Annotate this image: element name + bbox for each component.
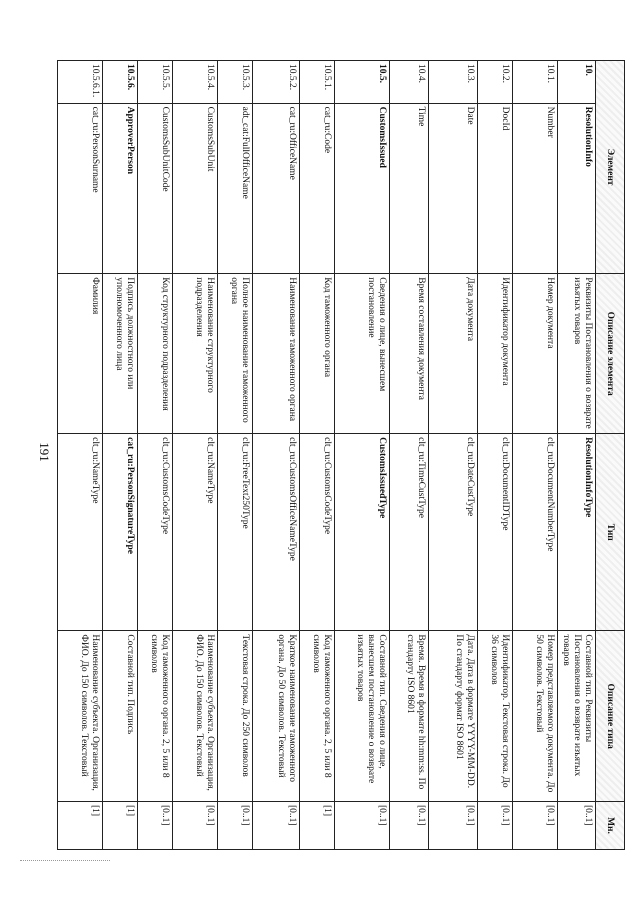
element-name-cell: cat_ru:Code <box>300 103 335 274</box>
cardinality-cell: [1] <box>58 801 103 849</box>
row-number-cell: 10.2. <box>478 61 513 104</box>
cardinality-cell: [0..1] <box>138 801 173 849</box>
type-cell: clt_ru:CustomsCodeType <box>300 434 335 631</box>
element-name-cell: cat_ru:PersonSurname <box>58 103 103 274</box>
type-cell: clt_ru:TimeCustType <box>390 434 429 631</box>
header-cardinality: Мн. <box>596 801 625 849</box>
type-cell: clt_ru:DocumentIDType <box>478 434 513 631</box>
type-description-cell: Идентификатор. Текстовая строка. До 36 символов <box>478 631 513 802</box>
row-number-cell: 10.1. <box>513 61 558 104</box>
element-description-cell: Код таможенного органа <box>300 274 335 434</box>
element-name-cell: Date <box>429 103 478 274</box>
table-row <box>103 61 138 850</box>
table-row <box>429 61 478 850</box>
element-name-cell: adt_cat:FullOfficeName <box>218 103 253 274</box>
type-cell: clt_ru:DateCustType <box>429 434 478 631</box>
table-row <box>558 61 596 850</box>
type-cell: CustomsIssuedType <box>335 434 390 631</box>
table-row <box>390 61 429 850</box>
row-number-cell: 10.5.3. <box>218 61 253 104</box>
element-name-cell: DocId <box>478 103 513 274</box>
row-number-cell: 10.5.6.1. <box>58 61 103 104</box>
table-row <box>58 61 103 850</box>
type-description-cell: Номер представляемого документа. До 50 символов. Текстовый <box>513 631 558 802</box>
row-number-cell: 10.5.6. <box>103 61 138 104</box>
header-type: Тип <box>596 434 625 631</box>
cardinality-cell: [0..1] <box>390 801 429 849</box>
element-description-cell: Время составления документа <box>390 274 429 434</box>
row-number-cell: 10. <box>558 61 596 104</box>
table-header-row <box>596 61 625 850</box>
element-name-cell: cat_ru:OfficeName <box>253 103 300 274</box>
cardinality-cell: [0..1] <box>253 801 300 849</box>
element-description-cell: Идентификатор документа <box>478 274 513 434</box>
row-number-cell: 10.3. <box>429 61 478 104</box>
type-cell: clt_ru:CustomsCodeType <box>138 434 173 631</box>
cardinality-cell: [1] <box>300 801 335 849</box>
type-description-cell: Краткое наименование таможенного органа. До 50 символов. Текстовый <box>253 631 300 802</box>
type-description-cell: Код таможенного органа. 2, 5 или 8 символов <box>300 631 335 802</box>
cardinality-cell: [0..1] <box>429 801 478 849</box>
element-name-cell: CustomsIssued <box>335 103 390 274</box>
table-row <box>218 61 253 850</box>
element-name-cell: CustomsSubUnitCode <box>138 103 173 274</box>
element-description-cell: Сведения о лице, вынесшем постановление <box>335 274 390 434</box>
page-number: 191 <box>37 442 52 462</box>
element-name-cell: ApproverPerson <box>103 103 138 274</box>
table-row <box>335 61 390 850</box>
element-description-cell: Дата документа <box>429 274 478 434</box>
element-description-cell: Код структурного подразделения <box>138 274 173 434</box>
header-element: Элемент <box>596 61 625 274</box>
row-number-cell: 10.5.4. <box>173 61 218 104</box>
type-cell: clt_ru:DocumentNumberType <box>513 434 558 631</box>
element-description-cell: Наименование таможенного органа <box>253 274 300 434</box>
type-cell: clt_ru:CustomsOfficeNameType <box>253 434 300 631</box>
element-name-cell: CustomsSubUnit <box>173 103 218 274</box>
header-type-description: Описание типа <box>596 631 625 802</box>
cardinality-cell: [0..1] <box>513 801 558 849</box>
type-description-cell: Наименование субъекта. Организация, ФИО. До 150 символов. Текстовый <box>173 631 218 802</box>
table-row <box>478 61 513 850</box>
cardinality-cell: [0..1] <box>218 801 253 849</box>
element-description-cell: Наименование структурного подразделения <box>173 274 218 434</box>
element-name-cell: Time <box>390 103 429 274</box>
row-number-cell: 10.5. <box>335 61 390 104</box>
type-cell: cat_ru:PersonSignatureType <box>103 434 138 631</box>
header-description: Описание элемента <box>596 274 625 434</box>
cardinality-cell: [0..1] <box>478 801 513 849</box>
type-cell: clt_ru:NameType <box>173 434 218 631</box>
type-description-cell: Наименование субъекта. Организация, ФИО. До 150 символов. Текстовый <box>58 631 103 802</box>
type-cell: clt_ru:FreeText250Type <box>218 434 253 631</box>
element-name-cell: Number <box>513 103 558 274</box>
element-description-cell: Номер документа <box>513 274 558 434</box>
type-description-cell: Текстовая строка. До 250 символов <box>218 631 253 802</box>
element-description-cell: Фамилия <box>58 274 103 434</box>
table-row <box>513 61 558 850</box>
type-description-cell: Время. Время в формате hh:mm:ss. По стандарту ISO 8601 <box>390 631 429 802</box>
cardinality-cell: [0..1] <box>173 801 218 849</box>
type-cell: ResolutionInfoType <box>558 434 596 631</box>
cardinality-cell: [1] <box>103 801 138 849</box>
table-row <box>253 61 300 850</box>
row-number-cell: 10.5.1. <box>300 61 335 104</box>
type-description-cell: Составной тип. Реквизиты Постановления о возврате изъятых товаров <box>558 631 596 802</box>
scan-dotted-line <box>20 860 110 862</box>
schema-table <box>57 60 625 850</box>
cardinality-cell: [0..1] <box>335 801 390 849</box>
type-cell: clt_ru:NameType <box>58 434 103 631</box>
table-row <box>138 61 173 850</box>
type-description-cell: Составной тип. Подпись <box>103 631 138 802</box>
type-description-cell: Код таможенного органа. 2, 5 или 8 символов <box>138 631 173 802</box>
table-row <box>173 61 218 850</box>
row-number-cell: 10.5.2. <box>253 61 300 104</box>
cardinality-cell: [0..1] <box>558 801 596 849</box>
element-description-cell: Полное наименование таможенного органа <box>218 274 253 434</box>
rotated-table-page <box>80 60 625 850</box>
element-description-cell: Подпись должностного или уполномоченного лица <box>103 274 138 434</box>
row-number-cell: 10.4. <box>390 61 429 104</box>
type-description-cell: Составной тип. Сведения о лице, вынесшем постановление о возврате изъятых товаров <box>335 631 390 802</box>
table-row <box>300 61 335 850</box>
type-description-cell: Дата. Дата в формате YYYY-MM-DD. По стандарту формат ISO 8601 <box>429 631 478 802</box>
row-number-cell: 10.5.5. <box>138 61 173 104</box>
element-name-cell: ResolutionInfo <box>558 103 596 274</box>
element-description-cell: Реквизиты Постановления о возврате изъятых товаров <box>558 274 596 434</box>
